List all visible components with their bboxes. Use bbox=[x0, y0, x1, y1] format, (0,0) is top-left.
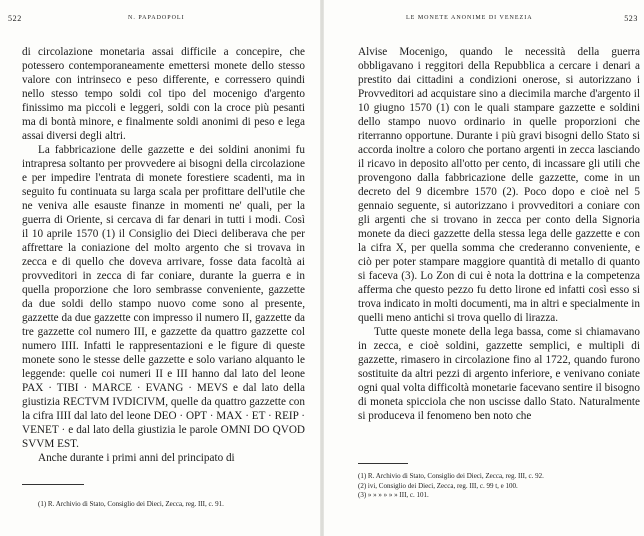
right-running-head: LE MONETE ANONIME DI VENEZIA bbox=[406, 15, 533, 21]
left-footnote-1: (1) R. Archivio di Stato, Consiglio dei Dieci, Zecca, reg. III, c. 91. bbox=[38, 500, 224, 508]
left-body-text bbox=[22, 45, 305, 465]
right-footnotes bbox=[358, 472, 628, 501]
right-paragraph-2: Tutte queste monete della lega bassa, come si chiamavano in zecca, e cioè soldini, gazzette semplici, e multipli di gazzette, rimasero in circolazione fino al 1722, quando furono sostituite da altri pezzi di argento inferiore, e venivano coniate ogni qual volta difficoltà monetarie facevano sentire il bisogno di moneta spicciola che non uscisse dallo Stato. Naturalmente si produceva il fenomeno ben noto che bbox=[358, 326, 640, 422]
left-paragraph-3: Anche durante i primi anni del principato di bbox=[38, 452, 235, 464]
left-paragraph-2: La fabbricazione delle gazzette e dei soldini anonimi fu intrapresa soltanto per provvedere ai bisogni della circolazione e per impedire l'entrata di monete forestiere scadenti, ma in seguito fu continuata su larga scala per profittare dell'utile che ne veniva alle esauste finanze in momenti ne' quali, per la guerra di Oriente, si cercava di far denari in tutti i modi. Così il 10 aprile 1570 (1) il Consiglio dei Dieci deliberava che per affrettare la coniazione del molto argento che si trovava in zecca e di quello che doveva arrivare, fosse data facoltà ai provveditori in zecca di far coniare, durante la guerra e in quella proporzione che loro sembrasse conveniente, gazzette da due soldi dello stampo nuovo come sono al presente, gazzette da due gazzette con impresso il numero II, gazzette da tre gazzette col numero III, e gazzette da quattro gazzette col numero IIII. Infatti le rappresentazioni e le figure di queste monete sono le stesse delle gazzette e solo variano alquanto le leggende: quelle coi numeri II e III hanno dal lato del leone PAX · TIBI · MARCE · EVANG · MEVS e dal lato della giustizia RECTVM IVDICIVM, quelle da quattro gazzette con la cifra IIII dal lato del leone DEO · OPT · MAX · ET · REIP · VENET · e dal lato della giustizia le parole OMNI DO QVOD SVVM EST. bbox=[22, 144, 305, 450]
left-page-header bbox=[8, 14, 305, 26]
right-page bbox=[322, 0, 644, 536]
left-running-head: N. PAPADOPOLI bbox=[128, 15, 185, 21]
left-footnotes bbox=[38, 500, 298, 510]
right-footnote-1: (1) R. Archivio di Stato, Consiglio dei Dieci, Zecca, reg. III, c. 92. bbox=[358, 472, 544, 480]
right-page-header bbox=[358, 14, 638, 26]
right-footnote-2: (2) ivi, Consiglio dei Dieci, Zecca, reg. III, c. 99 t, e 100. bbox=[358, 481, 518, 490]
left-footnote-rule bbox=[22, 484, 84, 485]
right-footnote-3: (3) » » » » » » III, c. 101. bbox=[358, 491, 429, 499]
right-paragraph-1: Alvise Mocenigo, quando le necessità della guerra obbligavano i reggitori della Repubblica a cercare i denari a prestito dai cittadini a condizioni onerose, si autorizzano i Provveditori ad acquistare sino a diecimila marche d'argento il 10 giugno 1570 (1) con le quali stampare gazzette e soldini dello stampo nuovo ordinario in quelle proporzioni che riterranno opportune. Durante i più gravi bisogni dello Stato si accorda inoltre a coloro che portano argenti in zecca lasciando il ricavo in deposito all'otto per cento, di incassare gli utili che provengono dalla fabbricazione delle gazzette, come in un decreto del 9 dicembre 1570 (2). Poco dopo e cioè nel 5 gennaio seguente, si autorizzano i provveditori a coniare con gli argenti che si trovano in zecca per conto della Signoria monete da dieci gazzette della stessa lega delle gazzette e con la cifra X, per quella somma che crederanno conveniente, e ciò per poter stampare maggiore quantità di metallo di quanto si faceva (3). Lo Zon di cui è nota la dottrina e la competenza afferma che questo pezzo fu detto lirone ed infatti così esso si trova indicato in molti documenti, ma in altri e specialmente in quelli meno antichi si trova quello di lirazza. bbox=[358, 46, 640, 324]
right-body-text bbox=[358, 45, 640, 423]
left-page-number: 522 bbox=[8, 14, 22, 23]
left-paragraph-1: di circolazione monetaria assai difficile a concepire, che potessero contemporaneamente emettersi monete dello stesso valore con intrinseco e peso differente, e corressero quindi nello stesso tempo soldi col tipo del mocenigo d'argento finissimo ma piccoli e leggeri, soldi con la croce più pesanti ma di bontà minore, e finalmente soldi anonimi di peso e lega assai diversi degli altri. bbox=[22, 46, 305, 142]
right-page-number: 523 bbox=[624, 14, 638, 23]
right-footnote-rule bbox=[358, 463, 408, 464]
